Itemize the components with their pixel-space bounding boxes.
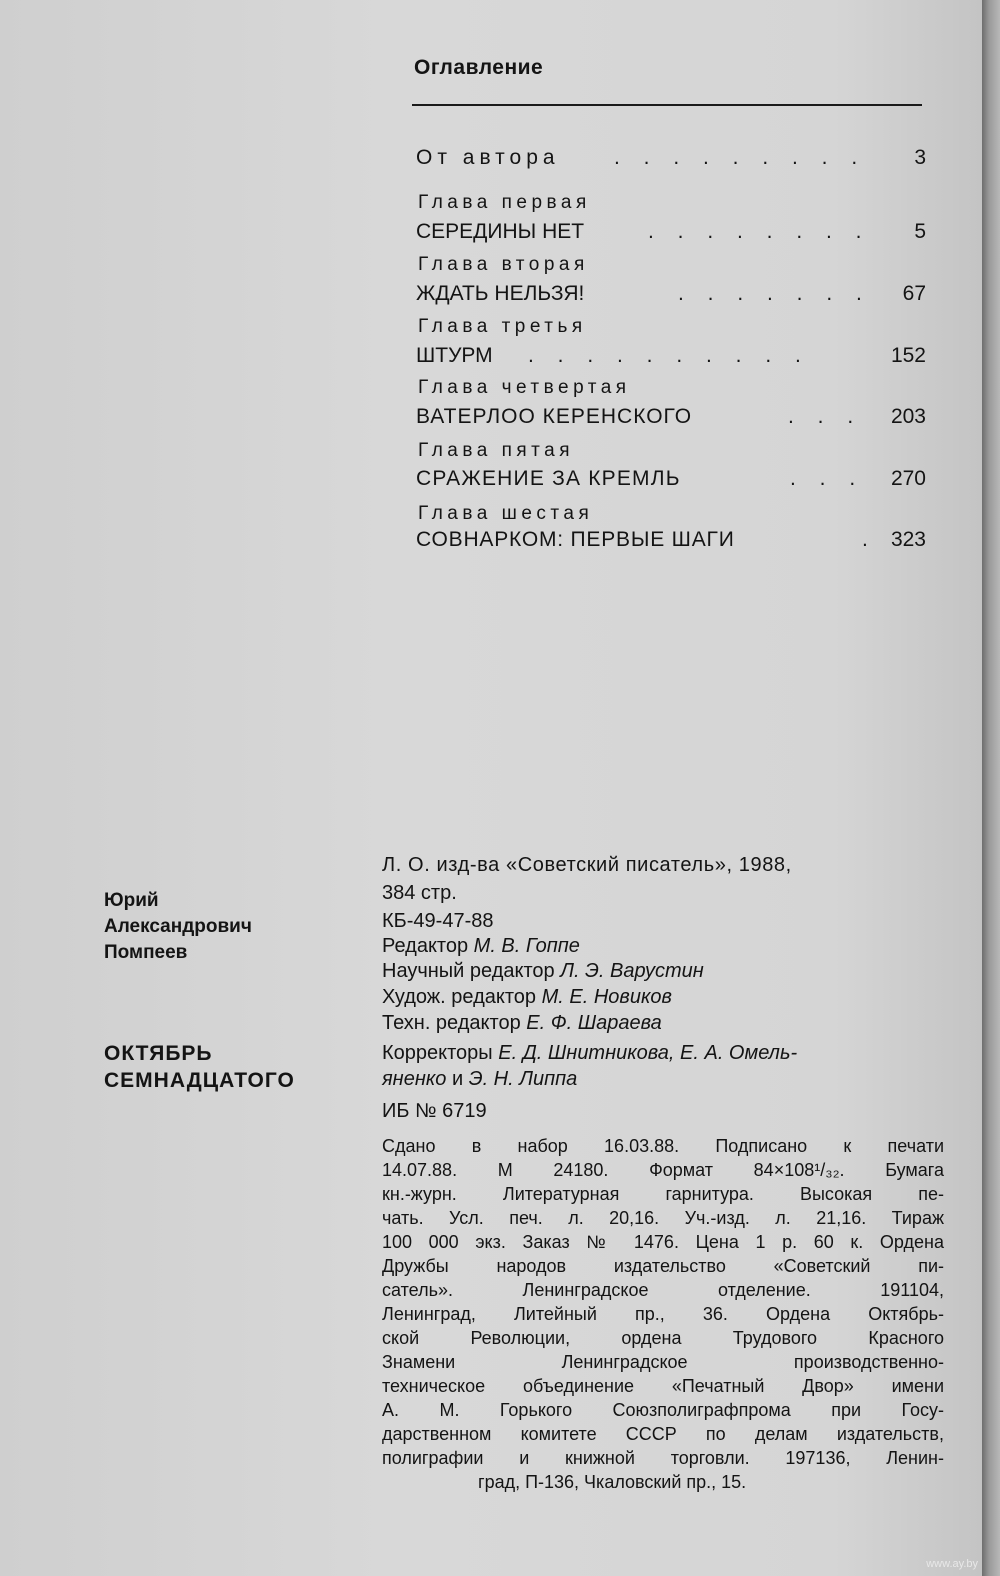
author-patronymic: Александрович xyxy=(104,916,252,937)
toc-entry-chapter-6 xyxy=(416,528,926,558)
toc-leader-dots: . . . xyxy=(790,467,865,490)
toc-page-number: 5 xyxy=(914,220,926,243)
imprint-correctors-cont xyxy=(382,1068,942,1091)
chapter-label: Глава третья xyxy=(418,316,587,337)
colophon-line: сатель». Ленинградское отделение. 191104, xyxy=(382,1280,944,1300)
toc-entry-title: ВАТЕРЛОО КЕРЕНСКОГО xyxy=(416,405,693,428)
imprint-role: Техн. редактор xyxy=(382,1012,521,1034)
imprint-sci-editor xyxy=(382,960,942,983)
colophon-line: град, П-136, Чкаловский пр., 15. xyxy=(478,1472,747,1492)
imprint-person: Е. Ф. Шараева xyxy=(526,1012,662,1034)
toc-page-number: 152 xyxy=(890,344,926,367)
toc-page-number: 323 xyxy=(890,528,926,551)
imprint-text: Л. О. изд-ва «Советский писатель», 1988, xyxy=(382,854,792,876)
imprint-person: Э. Н. Липпа xyxy=(468,1068,578,1090)
watermark: www.ay.by xyxy=(926,1558,978,1570)
toc-entry-chapter-5 xyxy=(416,467,926,497)
toc-entry-chapter-1 xyxy=(416,220,926,250)
toc-leader-dots: . . . . . . . xyxy=(678,282,871,305)
toc-page-number: 67 xyxy=(902,282,926,305)
imprint-art-editor xyxy=(382,986,942,1009)
colophon-line: Сдано в набор 16.03.88. Подписано к печати xyxy=(382,1136,944,1156)
book-title-line: СЕМНАДЦАТОГО xyxy=(104,1069,295,1092)
toc-leader-dots: . . . . . . . . xyxy=(648,220,871,243)
imprint-publisher xyxy=(382,854,942,877)
imprint-pages xyxy=(382,882,942,905)
imprint-role: Научный редактор xyxy=(382,960,555,982)
colophon-line: Ленинград, Литейный пр., 36. Ордена Октябрь- xyxy=(382,1304,944,1324)
colophon-line: Знамени Ленинградское производственно- xyxy=(382,1352,944,1372)
imprint-person: М. Е. Новиков xyxy=(541,986,672,1008)
toc-leader-dots: . . . xyxy=(788,405,863,428)
imprint-person: Л. Э. Варустин xyxy=(560,960,704,982)
toc-entry-title: От автора xyxy=(416,146,560,169)
imprint-role: Корректоры xyxy=(382,1042,493,1064)
colophon-line: техническое объединение «Печатный Двор» имени xyxy=(382,1376,944,1396)
imprint-code xyxy=(382,910,942,933)
imprint-tech-editor xyxy=(382,1012,942,1035)
toc-entry-chapter-3 xyxy=(416,344,926,374)
chapter-label: Глава вторая xyxy=(418,254,589,275)
toc-divider xyxy=(412,104,922,106)
imprint-text: и xyxy=(451,1068,464,1090)
imprint-role: Редактор xyxy=(382,935,469,957)
page-edge xyxy=(982,0,1000,1576)
chapter-label: Глава четвертая xyxy=(418,377,631,398)
colophon-line: 100 000 экз. Заказ № 1476. Цена 1 р. 60 к. Ордена xyxy=(382,1232,944,1252)
colophon-line: А. М. Горького Союзполиграфпрома при Госу- xyxy=(382,1400,944,1420)
imprint-correctors xyxy=(382,1042,942,1065)
toc-heading: Оглавление xyxy=(414,56,544,79)
colophon-line: чать. Усл. печ. л. 20,16. Уч.-изд. л. 21,16. Тираж xyxy=(382,1208,944,1228)
toc-page-number: 203 xyxy=(890,405,926,428)
imprint-text: 384 стр. xyxy=(382,882,457,904)
toc-entry-title: ШТУРМ xyxy=(416,344,493,367)
toc-leader-dots: . . . . . . . . . xyxy=(614,146,867,169)
toc-entry-title: СРАЖЕНИЕ ЗА КРЕМЛЬ xyxy=(416,467,681,490)
imprint-role: Худож. редактор xyxy=(382,986,537,1008)
author-last-name: Помпеев xyxy=(104,942,188,963)
toc-entry-title: СОВНАРКОМ: ПЕРВЫЕ ШАГИ xyxy=(416,528,735,551)
toc-leader-dots: . xyxy=(862,528,877,551)
ib-number: ИБ № 6719 xyxy=(382,1100,487,1122)
colophon xyxy=(382,1134,944,1494)
chapter-label: Глава пятая xyxy=(418,440,575,461)
book-title-line: ОКТЯБРЬ xyxy=(104,1042,213,1065)
toc-leader-dots: . . . . . . . . . . xyxy=(528,344,810,367)
imprint-person: М. В. Гоппе xyxy=(473,935,580,957)
colophon-line: дарственном комитете СССР по делам издательств, xyxy=(382,1424,944,1444)
toc-entry-preface xyxy=(416,146,926,176)
colophon-line: Дружбы народов издательство «Советский пи- xyxy=(382,1256,944,1276)
author-name xyxy=(104,888,252,966)
author-first-name: Юрий xyxy=(104,890,159,911)
colophon-line: кн.-журн. Литературная гарнитура. Высокая пе- xyxy=(382,1184,944,1204)
toc-entry-title: СЕРЕДИНЫ НЕТ xyxy=(416,220,585,243)
toc-entry-title: ЖДАТЬ НЕЛЬЗЯ! xyxy=(416,282,585,305)
imprint-person: Е. Д. Шнитникова, Е. А. Омель- xyxy=(498,1042,798,1064)
imprint-editor xyxy=(382,935,942,958)
chapter-label: Глава шестая xyxy=(418,503,594,524)
colophon-line: 14.07.88. М 24180. Формат 84×108¹/₃₂. Бумага xyxy=(382,1160,944,1180)
toc-entry-chapter-2 xyxy=(416,282,926,312)
colophon-line: ской Революции, ордена Трудового Красного xyxy=(382,1328,944,1348)
imprint-person: яненко xyxy=(382,1068,447,1090)
book-title xyxy=(104,1040,295,1094)
imprint-text: КБ-49-47-88 xyxy=(382,910,494,932)
toc-entry-chapter-4 xyxy=(416,405,926,435)
toc-page-number: 270 xyxy=(890,467,926,490)
colophon-line: полиграфии и книжной торговли. 197136, Ленин- xyxy=(382,1448,944,1468)
chapter-label: Глава первая xyxy=(418,192,591,213)
toc-page-number: 3 xyxy=(914,146,926,169)
